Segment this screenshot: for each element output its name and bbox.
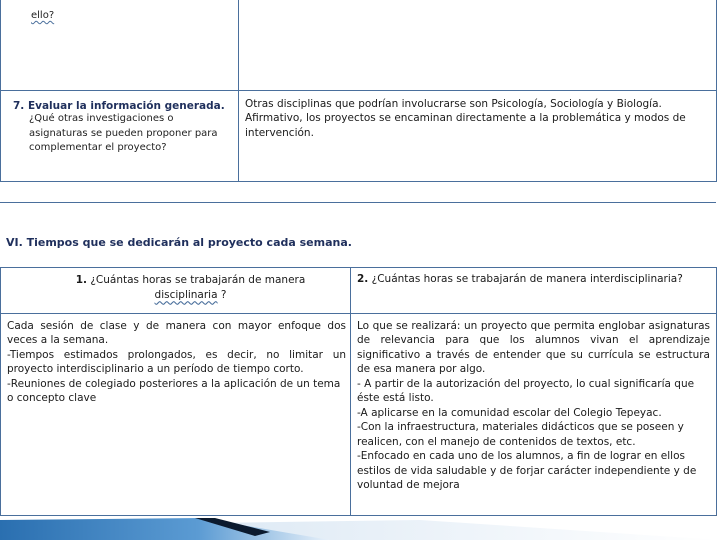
page-mark: ·: [714, 512, 717, 520]
answer-1-cell: [1, 314, 351, 516]
table-cell: [1, 0, 239, 91]
answer-2-line: -Con la infraestructura, materiales didácticos que se poseen y realicen, con el manejo de contenidos de textos, etc.: [357, 421, 684, 448]
answer-1-line: Cada sesión de clase y de manera con mayor enfoque dos veces a la semana.: [7, 320, 346, 347]
step-title: 7. Evaluar la información generada.: [13, 100, 225, 112]
answer-2-cell: [351, 314, 717, 516]
evaluation-table: [0, 0, 717, 182]
question-2-number: 2.: [357, 273, 369, 285]
question-1-end: ?: [217, 289, 227, 302]
answer-1-line: -Reuniones de colegiado posteriores a la aplicación de un tema o concepto clave: [7, 377, 341, 405]
question-1-number: 1.: [75, 274, 87, 286]
question-1-cell: [1, 268, 351, 314]
question-1-underlined: disciplinaria: [154, 289, 218, 302]
table-row: [1, 91, 717, 182]
table-cell: [1, 91, 239, 182]
step-question: ¿Qué otras investigaciones o asignaturas se pueden proponer para complementar el proyecto?: [29, 113, 218, 153]
section-divider: [0, 202, 716, 203]
question-fragment: ello?: [31, 10, 55, 21]
question-2-text: ¿Cuántas horas se trabajarán de manera interdisciplinaria?: [371, 273, 683, 285]
table-cell: [239, 0, 717, 91]
table-header-row: [1, 268, 717, 314]
table-row: [1, 0, 717, 91]
answer-2-line: -Enfocado en cada uno de los alumnos, a fin de lograr en ellos estilos de vida saludable y de forjar carácter independiente y de voluntad de mejora: [357, 450, 697, 492]
answer-2-line: -A aplicarse en la comunidad escolar del Colegio Tepeyac.: [357, 406, 662, 419]
question-2-cell: [351, 268, 717, 314]
table-row: [1, 314, 717, 516]
answer-2-line: Lo que se realizará: un proyecto que permita englobar asignaturas de relevancia para que los alumnos vivan el aprendizaje significativo a través de entender que su currícula se estructura de esa manera por algo.: [357, 320, 710, 376]
question-1-text: ¿Cuántas horas se trabajarán de manera: [90, 274, 306, 286]
step-answer: Otras disciplinas que podrían involucrarse son Psicología, Sociología y Biología. Afirmativo, los proyectos se encaminan directamente a la problemática y modos de intervención.: [245, 98, 686, 139]
answer-2-line: - A partir de la autorización del proyecto, lo cual significaría que éste está listo.: [357, 377, 695, 405]
weekly-time-table: [0, 267, 717, 516]
footer-decoration: [0, 514, 720, 540]
table-cell: [239, 91, 717, 182]
section-heading: VI. Tiempos que se dedicarán al proyecto cada semana.: [6, 236, 352, 249]
answer-1-line: -Tiempos estimados prolongados, es decir, no limitar un proyecto interdisciplinario a un período de tiempo corto.: [7, 348, 346, 376]
